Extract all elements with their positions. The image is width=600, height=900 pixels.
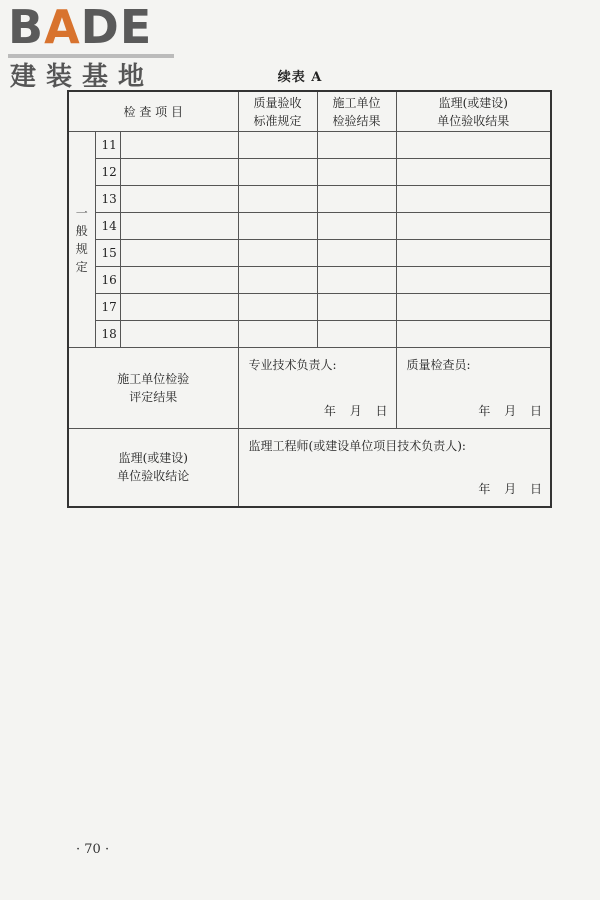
table-row	[68, 186, 551, 213]
item-cell[interactable]	[120, 132, 238, 159]
supervisor-cell[interactable]	[396, 240, 551, 267]
supervisor-cell[interactable]	[396, 186, 551, 213]
header-item: 检 查 项 目	[68, 91, 238, 132]
logo-underline	[8, 54, 174, 58]
contractor-cell[interactable]	[317, 132, 396, 159]
header-supervisor-result: 监理(或建设) 单位验收结果	[396, 91, 551, 132]
contractor-cell[interactable]	[317, 213, 396, 240]
contractor-evaluation-label: 施工单位检验 评定结果	[68, 348, 238, 429]
contractor-cell[interactable]	[317, 294, 396, 321]
table-row	[68, 321, 551, 348]
standard-cell[interactable]	[238, 321, 317, 348]
contractor-cell[interactable]	[317, 267, 396, 294]
supervisor-cell[interactable]	[396, 267, 551, 294]
inspector-signature-cell[interactable]	[396, 348, 551, 429]
supervisor-conclusion-label: 监理(或建设) 单位验收结论	[68, 429, 238, 507]
contractor-cell[interactable]	[317, 186, 396, 213]
item-cell[interactable]	[120, 240, 238, 267]
logo-subtitle: 建装基地	[10, 62, 155, 92]
tech-lead-date: 年 月 日	[323, 404, 388, 418]
row-number: 13	[95, 186, 120, 213]
contractor-cell[interactable]	[317, 240, 396, 267]
engineer-signature-cell[interactable]	[238, 429, 551, 507]
item-cell[interactable]	[120, 294, 238, 321]
row-number: 15	[95, 240, 120, 267]
supervisor-cell[interactable]	[396, 321, 551, 348]
table-row	[68, 267, 551, 294]
engineer-label: 监理工程师(或建设单位项目技术负责人):	[248, 439, 466, 453]
inspector-date: 年 月 日	[478, 404, 543, 418]
standard-cell[interactable]	[238, 132, 317, 159]
row-number: 12	[95, 159, 120, 186]
standard-cell[interactable]	[238, 294, 317, 321]
table-title: 续表 A	[277, 70, 323, 85]
standard-cell[interactable]	[238, 213, 317, 240]
standard-cell[interactable]	[238, 159, 317, 186]
row-number: 16	[95, 267, 120, 294]
row-number: 14	[95, 213, 120, 240]
item-cell[interactable]	[120, 186, 238, 213]
item-cell[interactable]	[120, 267, 238, 294]
header-standard: 质量验收 标准规定	[238, 91, 317, 132]
standard-cell[interactable]	[238, 267, 317, 294]
general-provisions-label: 一 般 规 定	[68, 132, 95, 348]
tech-lead-label: 专业技术负责人:	[248, 358, 337, 372]
row-number: 17	[95, 294, 120, 321]
standard-cell[interactable]	[238, 240, 317, 267]
header-contractor-result: 施工单位 检验结果	[317, 91, 396, 132]
supervisor-conclusion-row	[68, 429, 551, 507]
row-number: 11	[95, 132, 120, 159]
table-row	[68, 294, 551, 321]
row-number: 18	[95, 321, 120, 348]
supervisor-cell[interactable]	[396, 132, 551, 159]
table-row	[68, 132, 551, 159]
item-cell[interactable]	[120, 159, 238, 186]
header-row	[68, 91, 551, 132]
table-row	[68, 159, 551, 186]
logo-brand-text: BADE	[8, 0, 153, 54]
item-cell[interactable]	[120, 213, 238, 240]
item-cell[interactable]	[120, 321, 238, 348]
supervisor-cell[interactable]	[396, 294, 551, 321]
table-row	[68, 213, 551, 240]
supervisor-cell[interactable]	[396, 159, 551, 186]
contractor-cell[interactable]	[317, 159, 396, 186]
engineer-date: 年 月 日	[478, 481, 543, 496]
tech-lead-signature-cell[interactable]	[238, 348, 396, 429]
inspector-label: 质量检查员:	[406, 358, 471, 372]
contractor-cell[interactable]	[317, 321, 396, 348]
standard-cell[interactable]	[238, 186, 317, 213]
supervisor-cell[interactable]	[396, 213, 551, 240]
contractor-evaluation-row	[68, 348, 551, 429]
table-row	[68, 240, 551, 267]
inspection-form-table	[67, 90, 552, 508]
page-number: · 70 ·	[76, 842, 110, 857]
